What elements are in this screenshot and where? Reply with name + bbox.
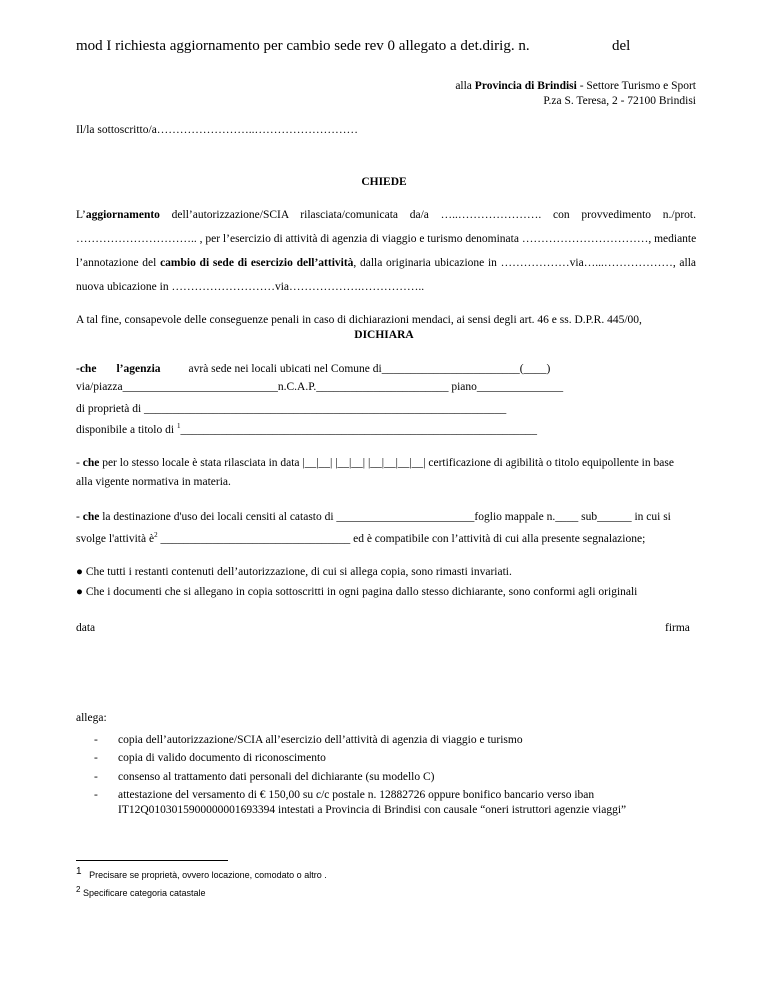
data-label: data: [76, 622, 96, 634]
bullet-item: ● Che tutti i restanti contenuti dell’autorizzazione, di cui si allega copia, sono rimasti invariati.: [76, 566, 512, 578]
request-line-4: nuova ubicazione in ………………………via……………….……………..: [76, 281, 425, 293]
recipient-line: alla Provincia di Brindisi - Settore Turismo e Sport: [455, 80, 696, 92]
list-item: copia di valido documento di riconoscimento: [118, 752, 326, 764]
bullet-item: ● Che i documenti che si allegano in copia sottoscritti in ogni pagina dallo stesso dichiarante, sono conformi agli originali: [76, 586, 638, 598]
list-dash: -: [94, 771, 98, 783]
dichiara-heading: DICHIARA: [354, 329, 414, 341]
request-line-3: l’annotazione del cambio di sede di esercizio dell’attività, dalla originaria ubicazione in ………………via…...………………, alla: [76, 257, 696, 269]
footnote-1: 1 Precisare se proprietà, ovvero locazione, comodato o altro .: [76, 866, 327, 880]
recipient-name: Provincia di Brindisi: [474, 80, 577, 92]
request-line-2: ………………………….. , per l’esercizio di attività di agenzia di viaggio e turismo denominata ……………………………, mediante: [76, 233, 697, 245]
signer-line: Il/la sottoscritto/a……………………..………………………: [76, 124, 359, 136]
footnote-2: 2 Specificare categoria catastale: [76, 885, 206, 898]
allega-label: allega:: [76, 712, 107, 724]
recipient-address: P.za S. Teresa, 2 - 72100 Brindisi: [543, 95, 696, 107]
list-item: copia dell’autorizzazione/SCIA all’esercizio dell’attività di agenzia di viaggio e turismo: [118, 734, 523, 746]
document-header: [76, 38, 530, 55]
consapevole-text: A tal fine, consapevole delle conseguenze penali in caso di dichiarazioni mendaci, ai sensi degli art. 46 e ss. D.P.R. 445/00,: [76, 314, 642, 326]
list-item-continuation: IT12Q0103015900000001693394 intestati a Provincia di Brindisi con causale “oneri istruttori agenzie viaggi”: [118, 804, 627, 816]
chiede-heading: CHIEDE: [361, 176, 407, 188]
list-item: attestazione del versamento di € 150,00 su c/c postale n. 12882726 oppure bonifico bancario verso iban: [118, 789, 595, 801]
header-del: del: [612, 38, 631, 54]
decl3-line-2: svolge l'attività $è^2$ _________________________________ ed è compatibile con l’attività di cui alla presente segnalazione;: [76, 531, 646, 545]
decl2-line-1: - che per lo stesso locale è stata rilasciata in data |__|__| |__|__| |__|__|__|__| certificazione di agibilità o titolo equipollente in base: [76, 457, 674, 469]
decl2-line-2: alla vigente normativa in materia.: [76, 476, 231, 488]
list-dash: -: [94, 752, 98, 764]
decl1-line-4: disponibile a titolo di $^1$______________________________________________________________: [76, 422, 537, 436]
footnote-separator: [76, 860, 228, 861]
decl1-line-3: di proprietà di _______________________________________________________________: [76, 403, 507, 415]
list-dash: -: [94, 734, 98, 746]
decl1-line-1: -che l’agenzia avrà sede nei locali ubicati nel Comune di________________________(____): [76, 363, 551, 375]
header-title: mod I richiesta aggiornamento per cambio sede rev 0 allegato a det.dirig. n.: [76, 38, 530, 54]
decl3-line-1: - che la destinazione d'uso dei locali censiti al catasto di ________________________foglio mappale n.____ sub______ in cui si: [76, 511, 671, 523]
decl1-line-2: via/piazza___________________________n.C.A.P._______________________ piano_______________: [76, 381, 564, 393]
list-item: consenso al trattamento dati personali del dichiarante (su modello C): [118, 771, 435, 783]
list-dash: -: [94, 789, 98, 801]
firma-label: firma: [665, 622, 690, 634]
request-line-1: L’aggiornamento dell’autorizzazione/SCIA rilasciata/comunicata da/a …..…………………. con provvedimento n./prot.: [76, 209, 696, 221]
